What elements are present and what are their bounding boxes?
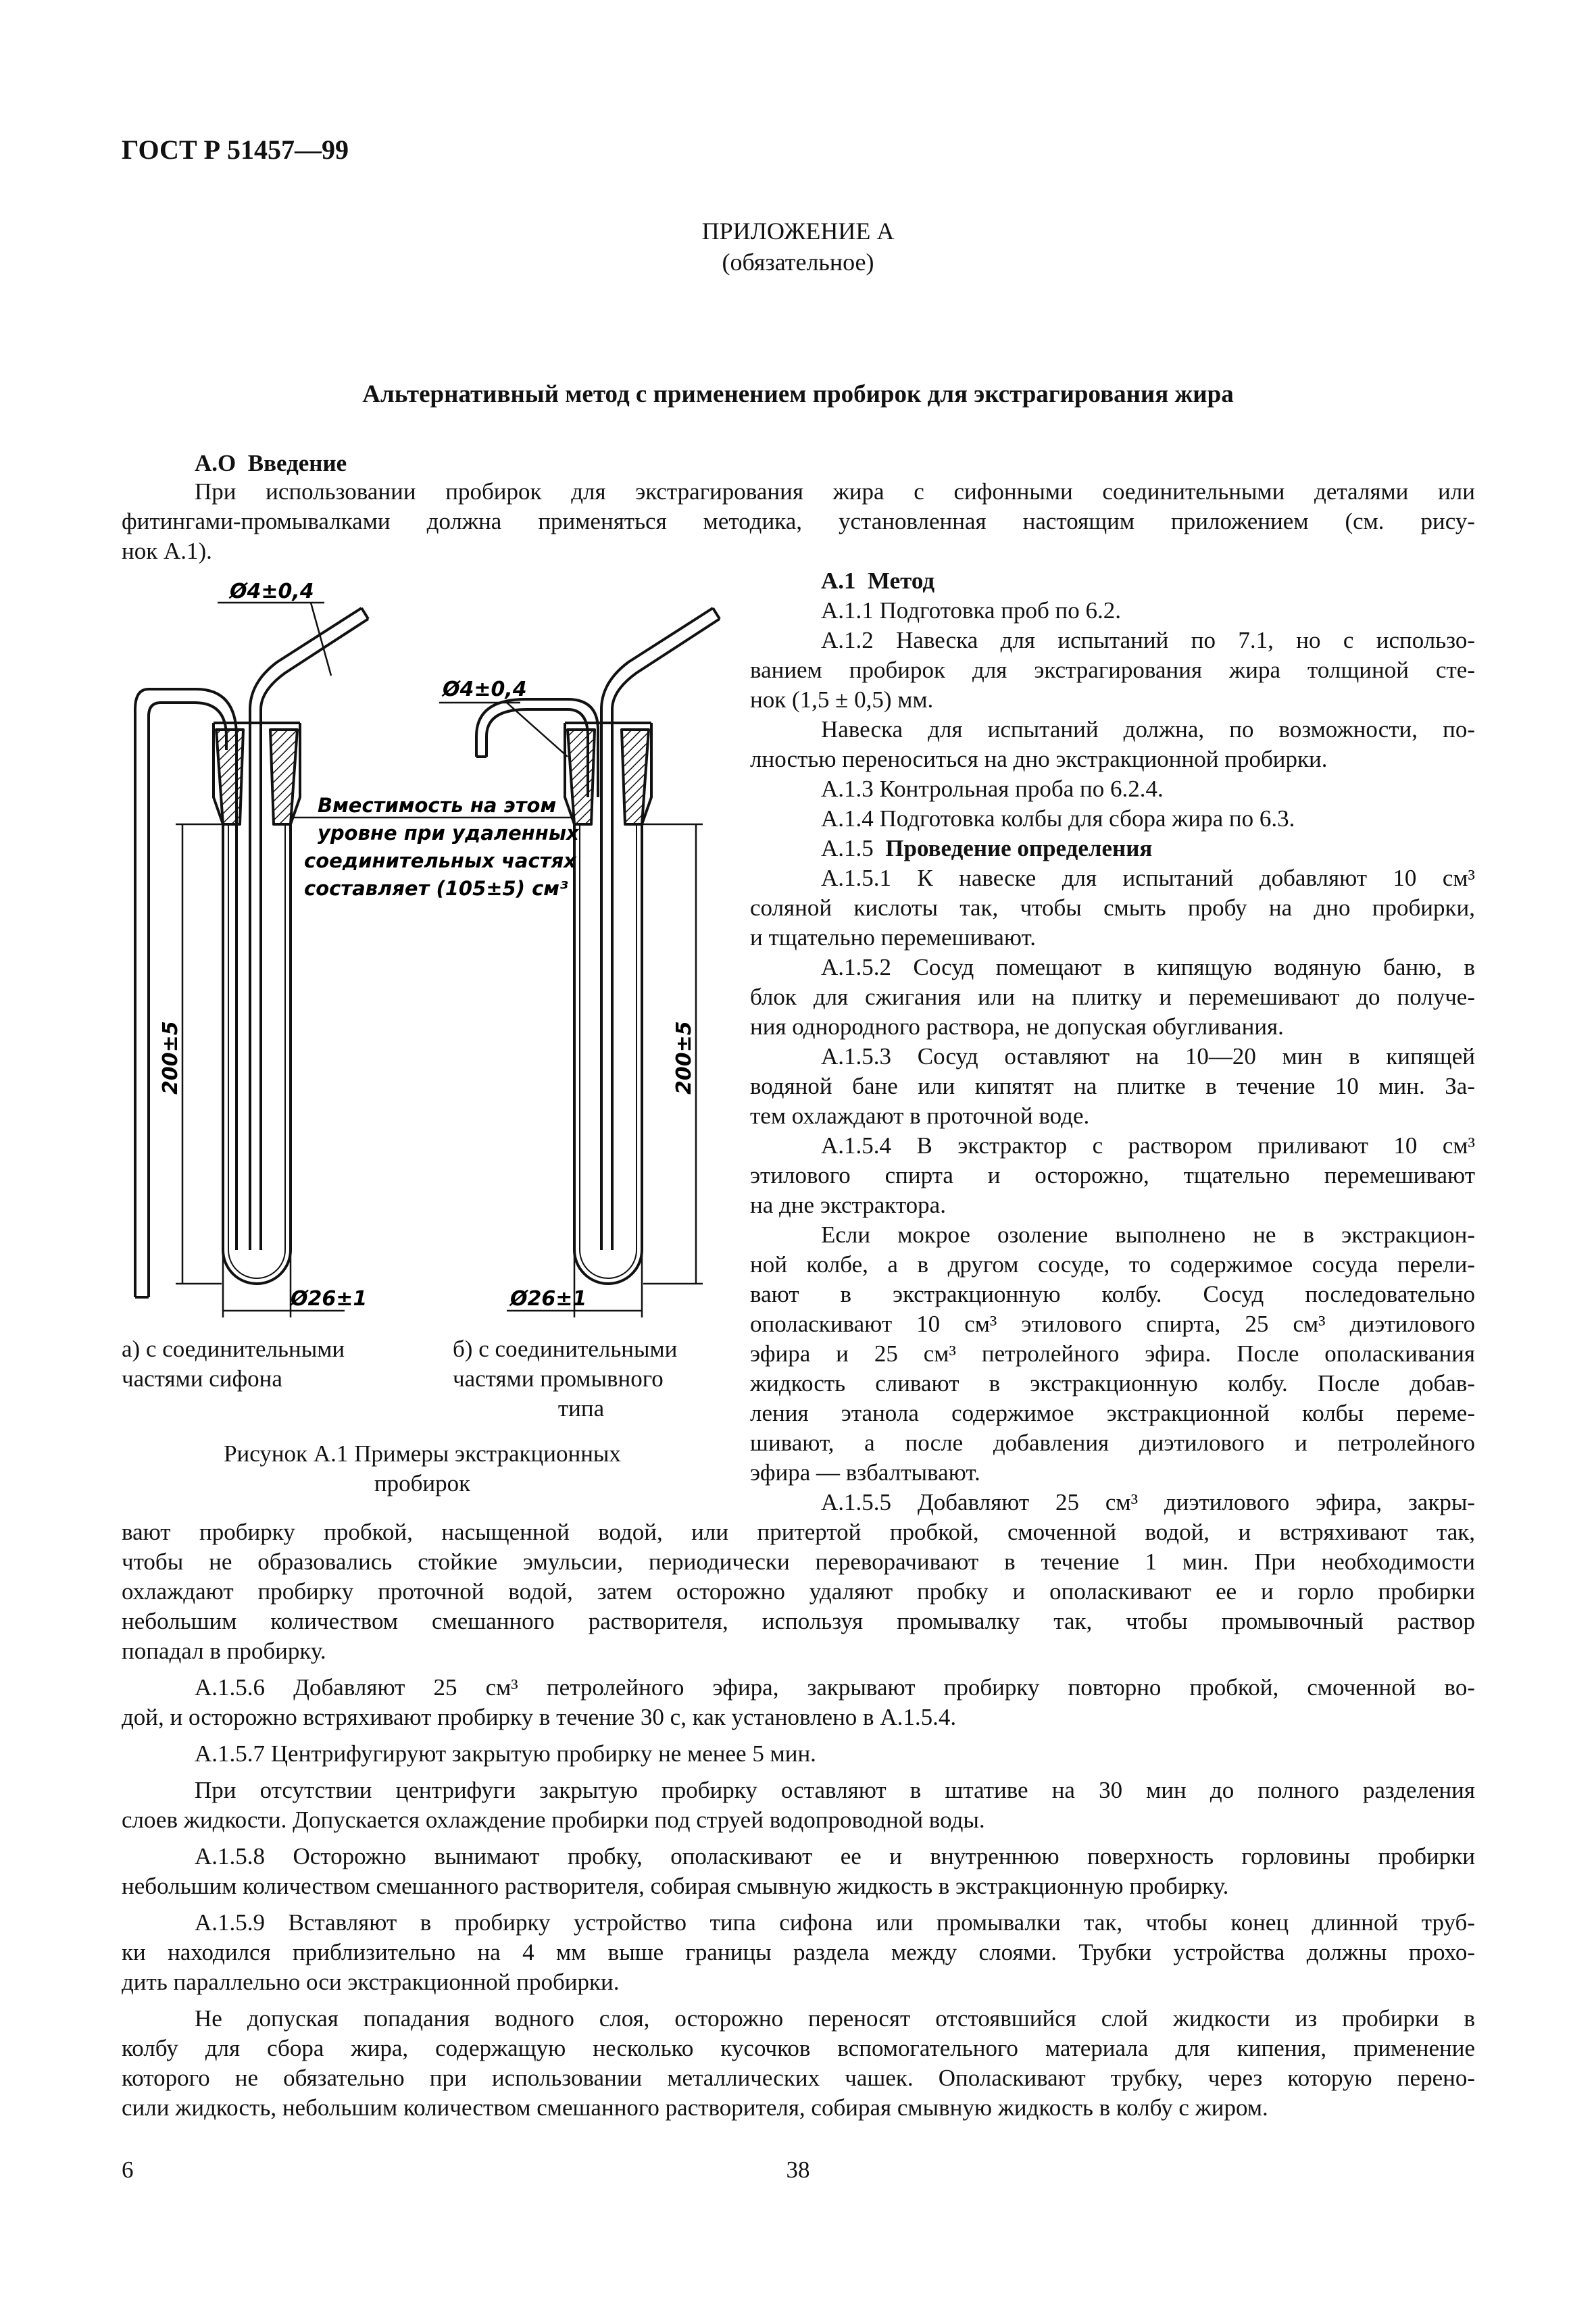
body-line: сили жидкость, небольшим количеством смешанного растворителя, собирая смывную жидкость в колбу с жиром. xyxy=(122,2094,1268,2121)
body-line: небольшим количеством смешанного растворителя, используя промывалку так, чтобы промывочный раствор xyxy=(122,1608,1475,1634)
capacity-note-line: уровне при удаленных xyxy=(318,822,579,845)
body-line: попадал в пробирку. xyxy=(122,1638,326,1664)
intro-heading xyxy=(195,449,347,478)
procedure-heading-text: Проведение определения xyxy=(885,835,1153,861)
method-heading xyxy=(821,566,934,596)
body-line: которого не обязательно при использовании металлических чашек. Ополаскивают трубку, через которую перено- xyxy=(122,2065,1475,2091)
right-line: вают в экстракционную колбу. Сосуд последовательно xyxy=(750,1281,1475,1307)
right-line: ния однородного раствора, не допуская обугливания. xyxy=(750,1013,1284,1040)
right-line: А.1.3 Контрольная проба по 6.2.4. xyxy=(821,776,1164,802)
appendix-status: (обязательное) xyxy=(722,249,874,276)
dim-tube-diameter-a: Ø26±1 xyxy=(291,1287,368,1311)
body-line: чтобы не образовались стойкие эмульсии, периодически переворачивают в течение 1 мин. При необходимости xyxy=(122,1549,1475,1575)
right-line: блок для сжигания или на плитку и перемешивают до получе- xyxy=(750,984,1475,1010)
intro-heading-number: А.О xyxy=(195,450,236,476)
right-line: А.1.5.3 Сосуд оставляют на 10—20 мин в кипящей xyxy=(821,1043,1475,1070)
body-line: слоев жидкости. Допускается охлаждение пробирки под струей водопроводной воды. xyxy=(122,1807,985,1833)
dim-height-b: 200±5 xyxy=(672,1021,696,1095)
right-line: эфира — взбалтывают. xyxy=(750,1459,980,1486)
body-line: вают пробирку пробкой, насыщенной водой, или притертой пробкой, смоченной водой, и встряхивают так, xyxy=(122,1519,1475,1545)
body-line: А.1.5.6 Добавляют 25 см³ петролейного эфира, закрывают пробирку повторно пробкой, смоченной во- xyxy=(195,1674,1475,1701)
right-line: Если мокрое озоление выполнено не в экстракцион- xyxy=(821,1222,1475,1248)
method-heading-text: Метод xyxy=(868,568,935,594)
body-line: А.1.5.8 Осторожно вынимают пробку, ополаскивают ее и внутреннюю поверхность горловины пробирки xyxy=(195,1843,1475,1869)
capacity-note-line: соединительных частях xyxy=(304,849,576,872)
right-line: А.1.5.2 Сосуд помещают в кипящую водяную баню, в xyxy=(821,954,1475,980)
figure-label-b: б) с соединительными xyxy=(453,1336,678,1362)
figure-label-b: частями промывного xyxy=(453,1365,664,1392)
figure-label-a: а) с соединительными xyxy=(122,1336,345,1362)
right-line: тем охлаждают в проточной воде. xyxy=(750,1103,1090,1129)
right-line: Навеска для испытаний должна, по возможности, по- xyxy=(821,716,1475,743)
right-line: эфира и 25 см³ петролейного эфира. После ополаскивания xyxy=(750,1340,1475,1367)
section-title: Альтернативный метод с применением пробирок для экстрагирования жира xyxy=(362,380,1234,408)
right-line: на дне экстрактора. xyxy=(750,1192,946,1218)
document-id: ГОСТ Р 51457—99 xyxy=(122,134,349,165)
body-line: А.1.5.7 Центрифугируют закрытую пробирку не менее 5 мин. xyxy=(195,1740,816,1767)
page-number-left: 6 xyxy=(122,2157,134,2183)
extraction-tubes-figure xyxy=(108,574,743,1338)
appendix-title: ПРИЛОЖЕНИЕ А xyxy=(701,218,895,245)
figure-caption: Рисунок А.1 Примеры экстракционных xyxy=(224,1440,621,1467)
method-heading-number: А.1 xyxy=(821,568,856,594)
right-line: А.1.4 Подготовка колбы для сбора жира по 6.3. xyxy=(821,805,1295,832)
right-line: лностью переноситься на дно экстракционной пробирки. xyxy=(750,746,1328,772)
body-line: А.1.5.9 Вставляют в пробирку устройство типа сифона или промывалки так, чтобы конец длинной труб- xyxy=(195,1909,1475,1936)
body-line: дой, и осторожно встряхивают пробирку в течение 30 с, как установлено в А.1.5.4. xyxy=(122,1704,957,1730)
body-line: ки находился приблизительно на 4 мм выше границы раздела между слоями. Трубки устройства должны прохо- xyxy=(122,1939,1475,1965)
body-line: Не допуская попадания водного слоя, осторожно переносят отстоявшийся слой жидкости из пробирки в xyxy=(195,2005,1475,2032)
right-line: ванием пробирок для экстрагирования жира толщиной сте- xyxy=(750,657,1475,683)
right-line: А.1.5.1 К навеске для испытаний добавляют 10 см³ xyxy=(821,865,1475,891)
intro-line: нок А.1). xyxy=(122,538,212,564)
intro-line: фитингами-промывалками должна применяться методика, установленная настоящим приложением (см. рису- xyxy=(122,508,1475,534)
dim-diameter-a: Ø4±0,4 xyxy=(230,580,314,603)
capacity-note-line: Вместимость на этом xyxy=(318,794,557,817)
right-line: А.1.5.4 В экстрактор с раствором приливают 10 см³ xyxy=(821,1132,1475,1159)
right-line: А.1.2 Навеска для испытаний по 7.1, но с использо- xyxy=(821,627,1475,653)
procedure-heading xyxy=(821,834,1152,863)
figure-caption: пробирок xyxy=(374,1470,471,1496)
right-line: А.1.1 Подготовка проб по 6.2. xyxy=(821,597,1122,624)
right-line: жидкость сливают в экстракционную колбу. После добав- xyxy=(750,1370,1475,1397)
right-line: ной колбе, а в другом сосуде, то содержимое сосуда перели- xyxy=(750,1251,1475,1278)
right-line: А.1.5.5 Добавляют 25 см³ диэтилового эфира, закры- xyxy=(821,1489,1475,1515)
right-line: нок (1,5 ± 0,5) мм. xyxy=(750,686,934,713)
right-line: соляной кислоты так, чтобы смыть пробу на дно пробирки, xyxy=(750,895,1475,921)
intro-heading-text: Введение xyxy=(247,450,347,476)
page-number-center: 38 xyxy=(786,2157,810,2183)
right-line: и тщательно перемешивают. xyxy=(750,924,1036,951)
intro-line: При использовании пробирок для экстрагирования жира с сифонными соединительными деталями или xyxy=(195,478,1475,505)
tube-a xyxy=(135,608,368,1297)
figure-label-b: типа xyxy=(557,1395,605,1422)
right-line: этилового спирта и осторожно, тщательно перемешивают xyxy=(750,1162,1475,1188)
body-line: дить параллельно оси экстракционной пробирки. xyxy=(122,1969,620,1995)
figure-label-a: частями сифона xyxy=(122,1365,282,1392)
right-line: ополаскивают 10 см³ этилового спирта, 25 см³ диэтилового xyxy=(750,1311,1475,1337)
tube-b xyxy=(476,608,720,1284)
right-line: шивают, а после добавления диэтилового и петролейного xyxy=(750,1430,1475,1456)
capacity-note-line: составляет (105±5) см³ xyxy=(304,877,568,900)
procedure-heading-number: А.1.5 xyxy=(821,835,874,861)
body-line: небольшим количеством смешанного растворителя, собирая смывную жидкость в экстракционную пробирку. xyxy=(122,1873,1229,1899)
dim-diameter-b: Ø4±0,4 xyxy=(443,678,527,701)
right-line: ления этанола содержимое экстракционной колбы переме- xyxy=(750,1400,1475,1426)
dim-height-a: 200±5 xyxy=(159,1021,182,1095)
body-line: колбу для сбора жира, содержащую несколько кусочков вспомогательного материала для кипения, применение xyxy=(122,2035,1475,2061)
body-line: охлаждают пробирку проточной водой, затем осторожно удаляют пробку и ополаскивают ее и горло пробирки xyxy=(122,1578,1475,1605)
body-line: При отсутствии центрифуги закрытую пробирку оставляют в штативе на 30 мин до полного разделения xyxy=(195,1777,1475,1803)
right-line: водяной бане или кипятят на плитке в течение 10 мин. За- xyxy=(750,1073,1475,1099)
dim-tube-diameter-b: Ø26±1 xyxy=(510,1287,587,1311)
